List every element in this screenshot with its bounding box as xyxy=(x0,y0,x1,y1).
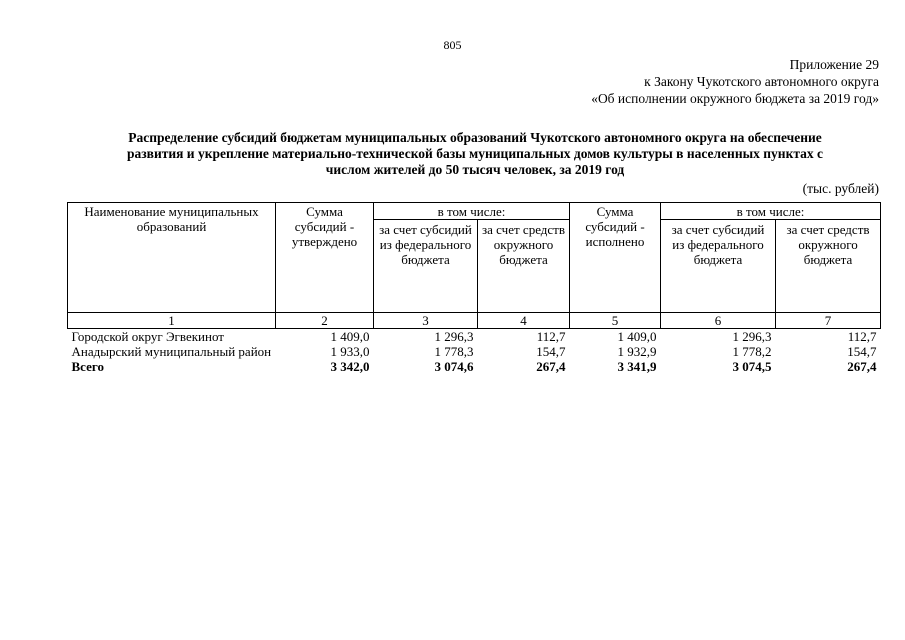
total-federal-approved: 3 074,6 xyxy=(434,359,474,374)
total-executed: 3 341,9 xyxy=(617,359,657,374)
cell-federal-executed: 1 778,2 xyxy=(732,344,772,359)
total-federal-executed: 3 074,5 xyxy=(732,359,772,374)
header-executed: Сумма субсидий - исполнено xyxy=(570,203,661,313)
cell-approved: 1 409,0 xyxy=(330,329,370,344)
column-number: 5 xyxy=(570,313,661,329)
header-including-approved: в том числе: xyxy=(374,203,570,220)
header-district-approved: за счет средств окружного бюджета xyxy=(478,220,570,313)
document-title xyxy=(80,130,870,178)
title-line-3: числом жителей до 50 тысяч человек, за 2019 год xyxy=(325,162,625,177)
appendix-line-2: к Закону Чукотского автономного округа xyxy=(644,74,879,89)
municipality-name: Анадырский муниципальный район xyxy=(71,344,272,359)
subsidy-table xyxy=(67,202,881,374)
header-district-executed: за счет средств окружного бюджета xyxy=(776,220,881,313)
cell-district-executed: 154,7 xyxy=(847,344,877,359)
cell-federal-approved: 1 778,3 xyxy=(434,344,474,359)
total-row xyxy=(68,359,881,374)
header-federal-approved: за счет субсидий из федерального бюджета xyxy=(374,220,478,313)
header-name: Наименование муниципальных образований xyxy=(68,203,276,313)
cell-executed: 1 409,0 xyxy=(617,329,657,344)
column-number: 4 xyxy=(478,313,570,329)
column-number: 7 xyxy=(776,313,881,329)
cell-federal-approved: 1 296,3 xyxy=(434,329,474,344)
column-number: 6 xyxy=(661,313,776,329)
appendix-line-1: Приложение 29 xyxy=(789,57,879,72)
total-district-approved: 267,4 xyxy=(536,359,566,374)
cell-executed: 1 932,9 xyxy=(617,344,657,359)
title-line-2: развития и укрепление материально-технической базы муниципальных домов культуры в населенных пунктах с xyxy=(126,146,824,161)
header-approved: Сумма субсидий - утверждено xyxy=(276,203,374,313)
title-line-1: Распределение субсидий бюджетам муниципальных образований Чукотского автономного округа на обеспечение xyxy=(128,130,822,145)
cell-federal-executed: 1 296,3 xyxy=(732,329,772,344)
header-including-executed: в том числе: xyxy=(661,203,881,220)
total-district-executed: 267,4 xyxy=(847,359,877,374)
total-label: Всего xyxy=(71,359,104,374)
column-number: 2 xyxy=(276,313,374,329)
cell-district-approved: 112,7 xyxy=(536,329,566,344)
cell-approved: 1 933,0 xyxy=(330,344,370,359)
table-row xyxy=(68,344,881,359)
column-number: 1 xyxy=(68,313,276,329)
cell-district-executed: 112,7 xyxy=(847,329,877,344)
cell-district-approved: 154,7 xyxy=(536,344,566,359)
header-federal-executed: за счет субсидий из федерального бюджета xyxy=(661,220,776,313)
table-row xyxy=(68,329,881,345)
municipality-name: Городской округ Эгвекинот xyxy=(71,329,224,344)
column-number: 3 xyxy=(374,313,478,329)
total-approved: 3 342,0 xyxy=(330,359,370,374)
units-label: (тыс. рублей) xyxy=(802,181,879,196)
page-number: 805 xyxy=(443,38,462,52)
appendix-reference xyxy=(591,56,879,107)
appendix-line-3: «Об исполнении окружного бюджета за 2019 год» xyxy=(591,91,879,106)
